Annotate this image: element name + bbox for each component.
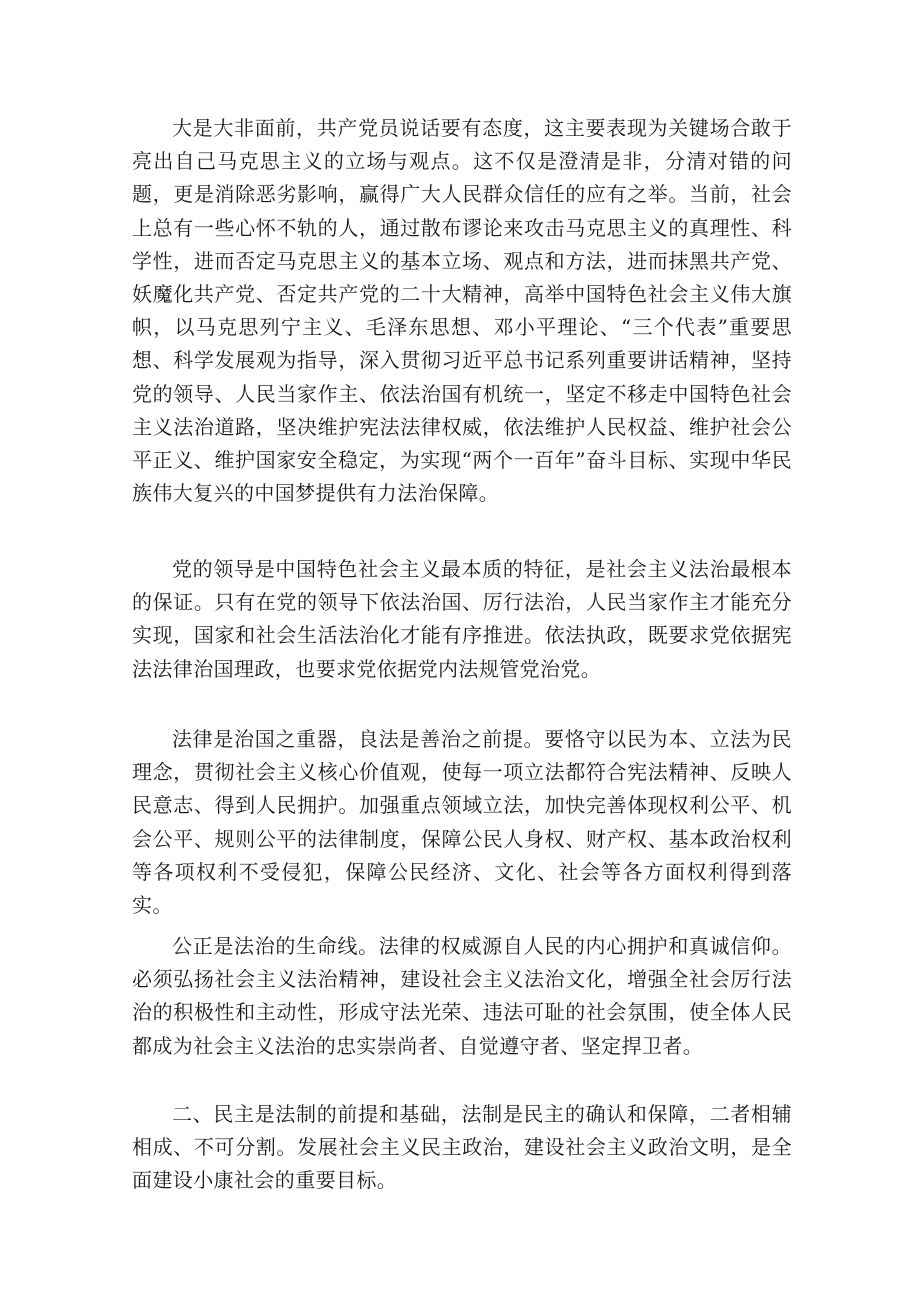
- paragraph-democracy: 二、民主是法制的前提和基础，法制是民主的确认和保障，二者相辅相成、不可分割。发展社会主义民主政治，建设社会主义政治文明，是全面建设小康社会的重要目标。: [132, 1102, 792, 1193]
- paragraph-stance: 大是大非面前，共产党员说话要有态度，这主要表现为关键场合敢于亮出自己马克思主义的立场与观点。这不仅是澄清是非，分清对错的问题，更是消除恶劣影响，赢得广大人民群众信任的应有之举。当前，社会上总有一些心怀不轨的人，通过散布谬论来攻击马克思主义的真理性、科学性，进而否定马克思主义的基本立场、观点和方法，进而抹黑共产党、妖魔化共产党、否定共产党的二十大精神，高举中国特色社会主义伟大旗帜，以马克思列宁主义、毛泽东思想、邓小平理论、“三个代表”重要思想、科学发展观为指导，深入贯彻习近平总书记系列重要讲话精神，坚持党的领导、人民当家作主、依法治国有机统一，坚定不移走中国特色社会主义法治道路，坚决维护宪法法律权威，依法维护人民权益、维护社会公平正义、维护国家安全稳定，为实现“两个一百年”奋斗目标、实现中华民族伟大复兴的中国梦提供有力法治保障。: [132, 116, 792, 506]
- paragraph-justice: 公正是法治的生命线。法律的权威源自人民的内心拥护和真诚信仰。必须弘扬社会主义法治精神，建设社会主义法治文化，增强全社会厉行法治的积极性和主动性，形成守法光荣、违法可耻的社会氛围，使全体人民都成为社会主义法治的忠实崇尚者、自觉遵守者、坚定捍卫者。: [132, 934, 792, 1058]
- paragraph-party-leadership: 党的领导是中国特色社会主义最本质的特征，是社会主义法治最根本的保证。只有在党的领导下依法治国、厉行法治，人民当家作主才能充分实现，国家和社会生活法治化才能有序推进。依法执政，既要求党依据宪法法律治国理政，也要求党依据党内法规管党治党。: [132, 557, 792, 681]
- paragraph-good-law: 法律是治国之重器，良法是善治之前提。要恪守以民为本、立法为民理念，贯彻社会主义核心价值观，使每一项立法都符合宪法精神、反映人民意志、得到人民拥护。加强重点领域立法，加快完善体现权利公平、机会公平、规则公平的法律制度，保障公民人身权、财产权、基本政治权利等各项权利不受侵犯，保障公民经济、文化、社会等各方面权利得到落实。: [132, 727, 792, 918]
